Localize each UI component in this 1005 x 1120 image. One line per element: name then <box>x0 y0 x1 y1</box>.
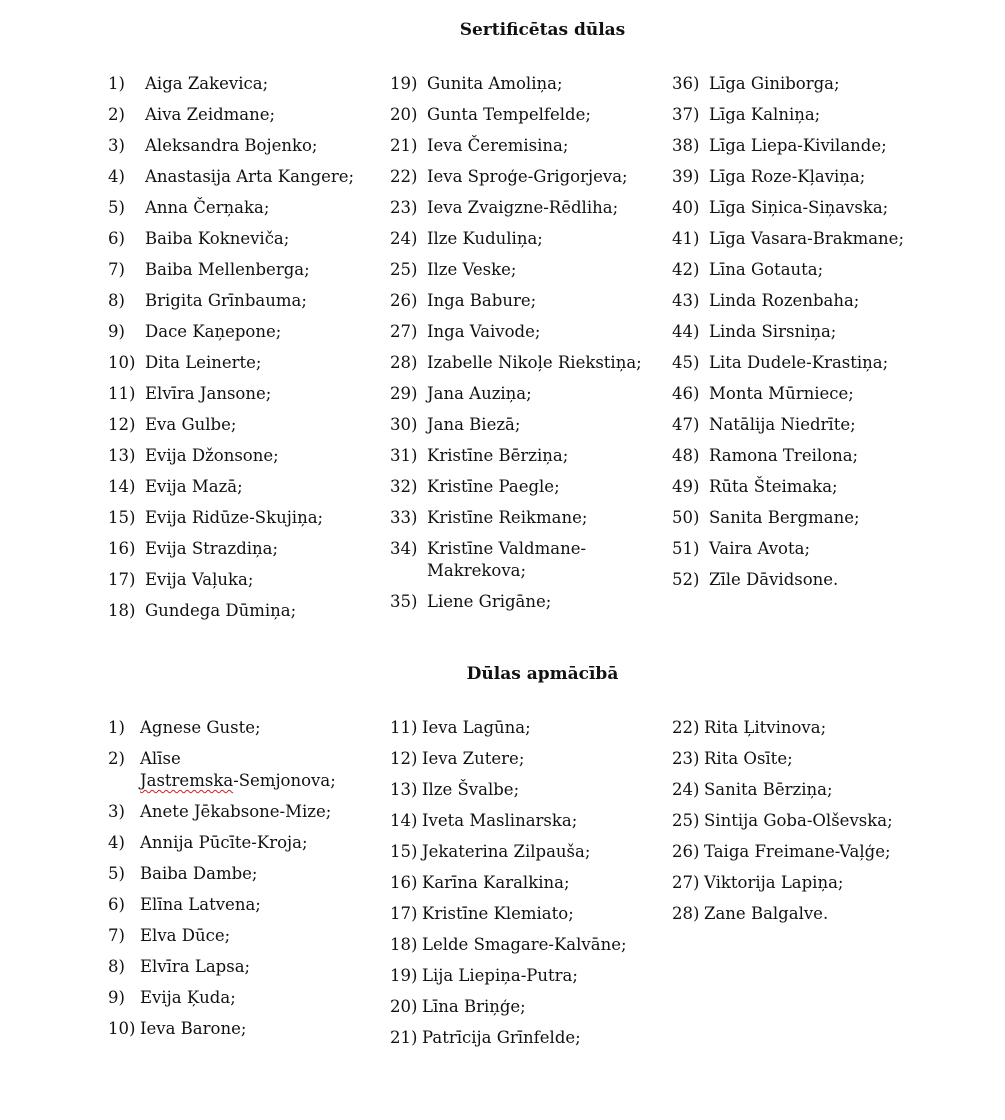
name-spellcheck-flagged: Jastremska <box>140 771 234 790</box>
list-item-number: 26) <box>672 842 700 861</box>
list-item-name: Baiba Mellenberga; <box>145 260 310 279</box>
list-item <box>672 507 904 529</box>
list-item-name: Eva Gulbe; <box>145 415 237 434</box>
list-item <box>390 197 667 219</box>
list-item-number: 13) <box>108 446 136 465</box>
list-item <box>390 996 627 1018</box>
list-item-number: 38) <box>672 136 700 155</box>
list-item-number: 43) <box>672 291 700 310</box>
list-item-number: 18) <box>390 935 418 954</box>
list-item-number: 9) <box>108 322 125 341</box>
list-item <box>108 832 336 854</box>
list-item <box>108 507 354 529</box>
list-item <box>390 290 667 312</box>
list-item-name: Evija Ķuda; <box>140 988 236 1007</box>
list-item-number: 1) <box>108 718 125 737</box>
list-item <box>390 73 667 95</box>
list-item <box>390 445 667 467</box>
list-item <box>390 903 627 925</box>
list-item-number: 25) <box>390 260 418 279</box>
list-item-number: 30) <box>390 415 418 434</box>
list-item <box>672 717 893 739</box>
list-item-number: 23) <box>390 198 418 217</box>
list-item-name: Līga Vasara-Brakmane; <box>709 229 905 248</box>
list-item <box>390 779 627 801</box>
list-item <box>108 73 354 95</box>
certified-list-column-1 <box>108 73 354 631</box>
list-item-number: 11) <box>108 384 136 403</box>
list-item <box>672 748 893 770</box>
list-item-name: Monta Mūrniece; <box>709 384 854 403</box>
list-item <box>108 383 354 405</box>
list-item-name: Inga Vaivode; <box>427 322 541 341</box>
list-item-number: 22) <box>672 718 700 737</box>
list-item-number: 6) <box>108 229 125 248</box>
list-item <box>108 801 336 823</box>
list-item-name: Agnese Guste; <box>140 718 261 737</box>
list-item-number: 5) <box>108 198 125 217</box>
list-item-number: 19) <box>390 74 418 93</box>
list-item-number: 26) <box>390 291 418 310</box>
list-item <box>672 476 904 498</box>
list-item-name: Elīna Latvena; <box>140 895 261 914</box>
list-item <box>108 352 354 374</box>
list-item <box>390 810 627 832</box>
list-item-name: Līga Kalniņa; <box>709 105 821 124</box>
list-item-number: 28) <box>672 904 700 923</box>
list-item-number: 46) <box>672 384 700 403</box>
list-item-name: Gunita Amoliņa; <box>427 74 563 93</box>
list-item-name: Anna Čerņaka; <box>145 198 270 217</box>
list-item-name <box>140 748 336 792</box>
list-item-name: Elvīra Jansone; <box>145 384 272 403</box>
list-item-name: Rita Osīte; <box>704 749 793 768</box>
list-item-name: Jekaterina Zilpauša; <box>422 842 591 861</box>
list-item-number: 20) <box>390 997 418 1016</box>
list-item <box>108 135 354 157</box>
training-list-column-1 <box>108 717 336 1049</box>
list-item <box>672 810 893 832</box>
list-item-name: Ieva Čeremisina; <box>427 136 569 155</box>
list-item-name: Līna Gotauta; <box>709 260 824 279</box>
list-item <box>672 383 904 405</box>
list-item-number: 42) <box>672 260 700 279</box>
list-item-number: 20) <box>390 105 418 124</box>
list-item-name: Evija Ridūze-Skujiņa; <box>145 508 324 527</box>
list-item-name: Viktorija Lapiņa; <box>704 873 844 892</box>
list-item-number: 31) <box>390 446 418 465</box>
list-item-name: Līga Liepa-Kivilande; <box>709 136 887 155</box>
list-item-name: Ilze Kuduliņa; <box>427 229 543 248</box>
list-item <box>108 987 336 1009</box>
list-item-number: 14) <box>390 811 418 830</box>
list-item-number: 37) <box>672 105 700 124</box>
list-item-name: Lita Dudele-Krastiņa; <box>709 353 889 372</box>
list-item-number: 22) <box>390 167 418 186</box>
list-item-name: Līga Siņica-Siņavska; <box>709 198 889 217</box>
list-item <box>672 73 904 95</box>
list-item-number: 47) <box>672 415 700 434</box>
list-item <box>672 197 904 219</box>
certified-list-column-2 <box>390 73 667 622</box>
list-item <box>390 965 627 987</box>
list-item-name: Evija Džonsone; <box>145 446 279 465</box>
training-list-column-2 <box>390 717 627 1058</box>
list-item-name: Gundega Dūmiņa; <box>145 601 297 620</box>
list-item-number: 10) <box>108 353 136 372</box>
list-item-number: 5) <box>108 864 125 883</box>
list-item-number: 3) <box>108 136 125 155</box>
list-item-name: Sintija Goba-Olševska; <box>704 811 893 830</box>
list-item-number: 19) <box>390 966 418 985</box>
list-item-number: 11) <box>390 718 418 737</box>
list-item-name: Karīna Karalkina; <box>422 873 570 892</box>
section-title-certified: Sertificētas dūlas <box>459 20 626 40</box>
list-item-name: Anastasija Arta Kangere; <box>145 167 355 186</box>
list-item-name: Taiga Freimane-Vaļģe; <box>704 842 891 861</box>
list-item-name: Evija Strazdiņa; <box>145 539 279 558</box>
list-item-name: Evija Vaļuka; <box>145 570 254 589</box>
name-first: Alīse <box>140 749 181 768</box>
list-item <box>390 352 667 374</box>
list-item-name: Patrīcija Grīnfelde; <box>422 1028 581 1047</box>
list-item <box>672 228 904 250</box>
list-item-name: Ieva Zvaigzne-Rēdliha; <box>427 198 619 217</box>
list-item-number: 17) <box>108 570 136 589</box>
list-item-name: Ieva Zutere; <box>422 749 525 768</box>
list-item <box>108 104 354 126</box>
list-item-number: 33) <box>390 508 418 527</box>
list-item-number: 25) <box>672 811 700 830</box>
list-item <box>672 445 904 467</box>
list-item-name: Aiga Zakevica; <box>145 74 269 93</box>
list-item <box>390 414 667 436</box>
list-item <box>390 748 627 770</box>
list-item-name: Ieva Barone; <box>140 1019 247 1038</box>
list-item-number: 21) <box>390 136 418 155</box>
list-item-number: 10) <box>108 1019 136 1038</box>
list-item-name: Rita Ļitvinova; <box>704 718 827 737</box>
list-item-name: Dace Kaņepone; <box>145 322 282 341</box>
list-item-number: 16) <box>108 539 136 558</box>
list-item-number: 51) <box>672 539 700 558</box>
list-item-number: 13) <box>390 780 418 799</box>
list-item-name: Inga Babure; <box>427 291 537 310</box>
list-item <box>108 600 354 622</box>
list-item-number: 50) <box>672 508 700 527</box>
list-item-name: Kristīne Valdmane-Makrekova; <box>427 539 587 580</box>
list-item <box>108 538 354 560</box>
list-item-number: 32) <box>390 477 418 496</box>
list-item-number: 15) <box>108 508 136 527</box>
list-item-number: 18) <box>108 601 136 620</box>
list-item-name: Ilze Švalbe; <box>422 780 520 799</box>
list-item-number: 12) <box>108 415 136 434</box>
list-item-name: Kristīne Bērziņa; <box>427 446 569 465</box>
list-item-name: Līna Briņģe; <box>422 997 526 1016</box>
list-item-name: Kristīne Paegle; <box>427 477 560 496</box>
list-item-name: Lija Liepiņa-Putra; <box>422 966 578 985</box>
certified-list-column-3 <box>672 73 904 600</box>
list-item-name: Sanita Bergmane; <box>709 508 860 527</box>
list-item <box>108 925 336 947</box>
list-item-number: 7) <box>108 926 125 945</box>
list-item-number: 7) <box>108 260 125 279</box>
list-item <box>672 841 893 863</box>
list-item-name: Ramona Treilona; <box>709 446 859 465</box>
list-item <box>390 321 667 343</box>
list-item-name: Līga Giniborga; <box>709 74 840 93</box>
list-item-number: 9) <box>108 988 125 1007</box>
list-item <box>390 591 667 613</box>
list-item-number: 2) <box>108 105 125 124</box>
list-item-name: Jana Biezā; <box>427 415 521 434</box>
list-item <box>672 135 904 157</box>
list-item-number: 48) <box>672 446 700 465</box>
list-item-name: Jana Auziņa; <box>427 384 532 403</box>
list-item-name: Liene Grigāne; <box>427 592 552 611</box>
list-item-name: Dita Leinerte; <box>145 353 262 372</box>
list-item-number: 3) <box>108 802 125 821</box>
list-item-name: Baiba Kokneviča; <box>145 229 290 248</box>
list-item-name: Vaira Avota; <box>709 539 811 558</box>
list-item-number: 16) <box>390 873 418 892</box>
list-item <box>390 872 627 894</box>
list-item-name: Elva Dūce; <box>140 926 231 945</box>
list-item-number: 4) <box>108 167 125 186</box>
list-item-name: Linda Sirsniņa; <box>709 322 837 341</box>
list-item-number: 34) <box>390 539 418 558</box>
list-item <box>108 569 354 591</box>
list-item <box>672 352 904 374</box>
list-item <box>390 383 667 405</box>
list-item <box>672 259 904 281</box>
list-item <box>108 717 336 739</box>
list-item-name: Zīle Dāvidsone. <box>709 570 839 589</box>
list-item <box>108 956 336 978</box>
training-list-column-3 <box>672 717 893 934</box>
list-item <box>108 166 354 188</box>
list-item-number: 49) <box>672 477 700 496</box>
list-item <box>108 197 354 219</box>
list-item-name: Līga Roze-Kļaviņa; <box>709 167 866 186</box>
list-item <box>672 779 893 801</box>
list-item <box>390 259 667 281</box>
list-item <box>672 872 893 894</box>
list-item-number: 35) <box>390 592 418 611</box>
list-item <box>672 903 893 925</box>
list-item <box>672 104 904 126</box>
list-item <box>672 290 904 312</box>
list-item-name: Natālija Niedrīte; <box>709 415 856 434</box>
list-item-number: 39) <box>672 167 700 186</box>
list-item-name: Izabelle Nikoļe Riekstiņa; <box>427 353 642 372</box>
list-item <box>672 414 904 436</box>
list-item-number: 8) <box>108 957 125 976</box>
list-item <box>672 321 904 343</box>
list-item-number: 24) <box>672 780 700 799</box>
list-item-name: Ilze Veske; <box>427 260 517 279</box>
list-item <box>390 841 627 863</box>
list-item-number: 15) <box>390 842 418 861</box>
list-item <box>108 228 354 250</box>
list-item <box>390 1027 627 1049</box>
list-item-number: 23) <box>672 749 700 768</box>
list-item-name: Linda Rozenbaha; <box>709 291 860 310</box>
list-item-name: Kristīne Reikmane; <box>427 508 588 527</box>
list-item-number: 4) <box>108 833 125 852</box>
list-item-name: Zane Balgalve. <box>704 904 829 923</box>
list-item <box>108 259 354 281</box>
list-item <box>108 1018 336 1040</box>
list-item <box>390 166 667 188</box>
list-item-name: Rūta Šteimaka; <box>709 477 838 496</box>
list-item-number: 17) <box>390 904 418 923</box>
list-item <box>390 934 627 956</box>
list-item-name: Aiva Zeidmane; <box>145 105 276 124</box>
list-item-name: Kristīne Klemiato; <box>422 904 574 923</box>
list-item <box>108 863 336 885</box>
list-item <box>390 476 667 498</box>
list-item-name: Annija Pūcīte-Kroja; <box>140 833 308 852</box>
list-item <box>390 507 667 529</box>
list-item-name: Anete Jēkabsone-Mize; <box>140 802 332 821</box>
list-item-name: Lelde Smagare-Kalvāne; <box>422 935 627 954</box>
list-item <box>108 414 354 436</box>
list-item-number: 21) <box>390 1028 418 1047</box>
list-item-number: 29) <box>390 384 418 403</box>
list-item-name: Evija Mazā; <box>145 477 243 496</box>
list-item <box>390 717 627 739</box>
list-item <box>390 135 667 157</box>
list-item <box>672 569 904 591</box>
list-item-name: Ieva Sproģe-Grigorjeva; <box>427 167 628 186</box>
list-item-number: 24) <box>390 229 418 248</box>
list-item-number: 45) <box>672 353 700 372</box>
list-item-number: 12) <box>390 749 418 768</box>
list-item-number: 36) <box>672 74 700 93</box>
list-item-number: 27) <box>390 322 418 341</box>
list-item <box>672 166 904 188</box>
list-item-number: 52) <box>672 570 700 589</box>
list-item <box>390 538 667 582</box>
list-item-name: Ieva Lagūna; <box>422 718 531 737</box>
list-item-number: 6) <box>108 895 125 914</box>
list-item-name: Iveta Maslinarska; <box>422 811 578 830</box>
list-item-number: 8) <box>108 291 125 310</box>
list-item-name: Baiba Dambe; <box>140 864 258 883</box>
list-item-name: Brigita Grīnbauma; <box>145 291 307 310</box>
list-item <box>108 445 354 467</box>
list-item-name: Gunta Tempelfelde; <box>427 105 591 124</box>
list-item-name: Sanita Bērziņa; <box>704 780 833 799</box>
list-item-number: 1) <box>108 74 125 93</box>
list-item-name: Aleksandra Bojenko; <box>145 136 318 155</box>
list-item <box>390 228 667 250</box>
list-item <box>390 104 667 126</box>
list-item <box>108 321 354 343</box>
name-rest: -Semjonova; <box>233 771 336 790</box>
list-item <box>672 538 904 560</box>
list-item-number: 40) <box>672 198 700 217</box>
list-item-number: 14) <box>108 477 136 496</box>
section-title-in-training: Dūlas apmācībā <box>466 664 619 684</box>
list-item <box>108 476 354 498</box>
list-item-number: 27) <box>672 873 700 892</box>
list-item-number: 2) <box>108 749 125 768</box>
list-item-number: 44) <box>672 322 700 341</box>
list-item-name: Elvīra Lapsa; <box>140 957 251 976</box>
list-item <box>108 290 354 312</box>
list-item-number: 41) <box>672 229 700 248</box>
list-item <box>108 894 336 916</box>
list-item-number: 28) <box>390 353 418 372</box>
list-item <box>108 748 336 792</box>
